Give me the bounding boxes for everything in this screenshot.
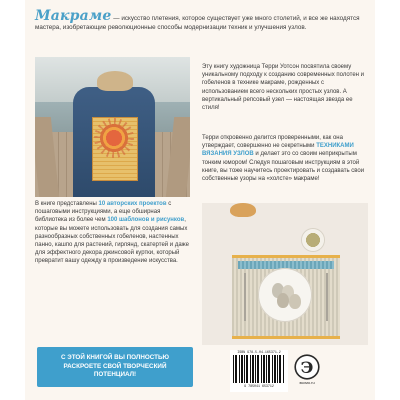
publisher-logo-icon: Э	[296, 356, 318, 378]
barcode	[233, 355, 285, 383]
knife	[244, 273, 246, 321]
egg	[289, 294, 301, 309]
egg	[277, 293, 289, 308]
table-setting-photo	[202, 203, 368, 345]
paragraph-techniques-highlight: ТЕХНИКАМИ ВЯЗАНИЯ УЗЛОВ	[202, 143, 354, 158]
tea-cup	[302, 229, 324, 251]
paragraph-projects	[35, 200, 193, 266]
intro-body: искусство плетения, которое существует уже много столетий, и все же находятся мастера, изобретающие революционные способы модернизации техник и улучшения узлов.	[35, 15, 360, 31]
paragraph-projects-post: , которые вы можете использовать для создания самых разнообразных собственных гобеленов, настенных панно, кашпо для растений, гирлянд, скатертей и даже для эффектного декора джинсовой куртки, который превратит вашу одежду в произведение искусства.	[35, 217, 190, 265]
barcode-number: 9 785041 653712	[244, 384, 274, 388]
promo-banner: С ЭТОЙ КНИГОЙ ВЫ ПОЛНОСТЬЮ РАСКРОЕТЕ СВОЙ ТВОРЧЕСКИЙ ПОТЕНЦИАЛ!	[37, 347, 193, 387]
paragraph-about-author: Эту книгу художница Терри Уотсон посвятила своему уникальному подходу к созданию современных полотен и гобеленов в технике макраме, рожденных с использованием всего нескольких простых узлов. А вертикальный репсовый узел — настоящая звезда ее стиля!	[202, 64, 364, 112]
jacket-photo	[35, 57, 190, 197]
highlight-templates: 100 шаблонов и рисунков	[107, 217, 185, 224]
intro-dash: —	[111, 15, 122, 22]
highlight-projects: 10 авторских проектов	[98, 201, 167, 207]
paragraph-techniques-pre: Терри откровенно делится проверенными, как она утверждает, совершенно не секретными	[202, 135, 343, 150]
paragraph-projects-pre: В книге представлены	[35, 201, 99, 207]
hair	[97, 71, 133, 91]
publisher-logo-text: эксмо.ru	[299, 380, 315, 385]
fork	[326, 273, 328, 321]
isbn-text: ISBN 978-5-04-165371-2	[237, 350, 281, 354]
intro-text	[35, 8, 365, 32]
croissant	[230, 203, 256, 217]
paragraph-techniques-post: и делает это со своим неприкрытым тонким юмором! Следуя пошаговым инструкциям в этой книге, вы тоже научитесь проектировать и создавать свои собственные узоры на «холсте» макраме!	[202, 151, 365, 183]
paragraph-projects-mid: с пошаговыми инструкциями, а еще обширная библиотека из более чем	[35, 201, 172, 224]
sun-motif	[99, 123, 129, 153]
book-back-cover	[25, 0, 375, 400]
paragraph-techniques	[202, 134, 368, 183]
brand-title: Макраме	[35, 8, 112, 24]
